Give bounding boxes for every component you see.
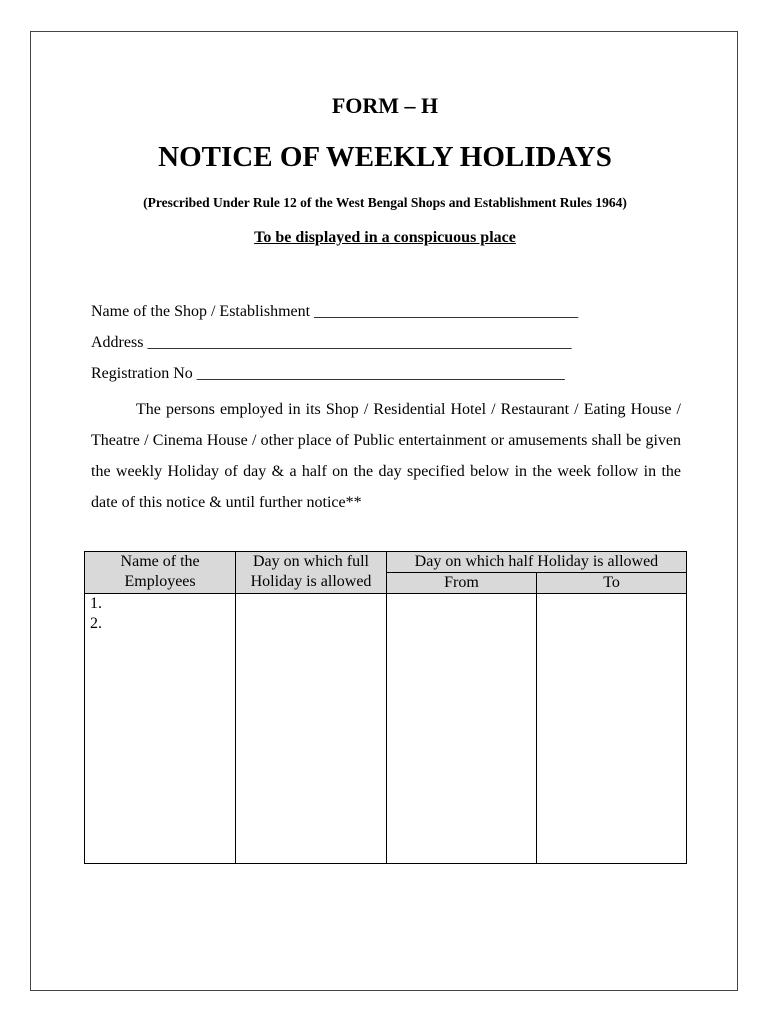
header-employee-name: Name of the Employees (85, 552, 236, 594)
list-item: 1. (90, 595, 102, 612)
page-title: NOTICE OF WEEKLY HOLIDAYS (158, 141, 612, 173)
display-note: To be displayed in a conspicuous place (254, 229, 516, 246)
notice-paragraph: The persons employed in its Shop / Residential Hotel / Restaurant / Eating House / Theatre / Cinema House / other place of Public entertainment or amusements shall be given the weekly Holiday of day & a half on the day specified below in the week follow in the date of this notice & until further notice** (91, 401, 681, 511)
form-label: FORM – H (331, 93, 439, 118)
header-from: From (386, 573, 536, 594)
half-to-cell[interactable] (537, 594, 687, 864)
shop-name-field[interactable]: Name of the Shop / Establishment _________________________________ (91, 303, 579, 320)
half-from-cell[interactable] (386, 594, 536, 864)
full-holiday-cell[interactable] (236, 594, 387, 864)
header-to: To (537, 573, 687, 594)
form-subtitle: (Prescribed Under Rule 12 of the West Bengal Shops and Establishment Rules 1964) (143, 195, 627, 210)
list-item: 2. (90, 615, 102, 632)
employee-holiday-table (84, 551, 687, 864)
address-field[interactable]: Address _____________________________________________________ (91, 334, 572, 351)
registration-field[interactable]: Registration No ______________________________________________ (91, 365, 565, 382)
employee-name-cell[interactable] (85, 594, 236, 864)
header-half-holiday: Day on which half Holiday is allowed (386, 552, 686, 573)
header-full-holiday: Day on which full Holiday is allowed (236, 552, 387, 594)
